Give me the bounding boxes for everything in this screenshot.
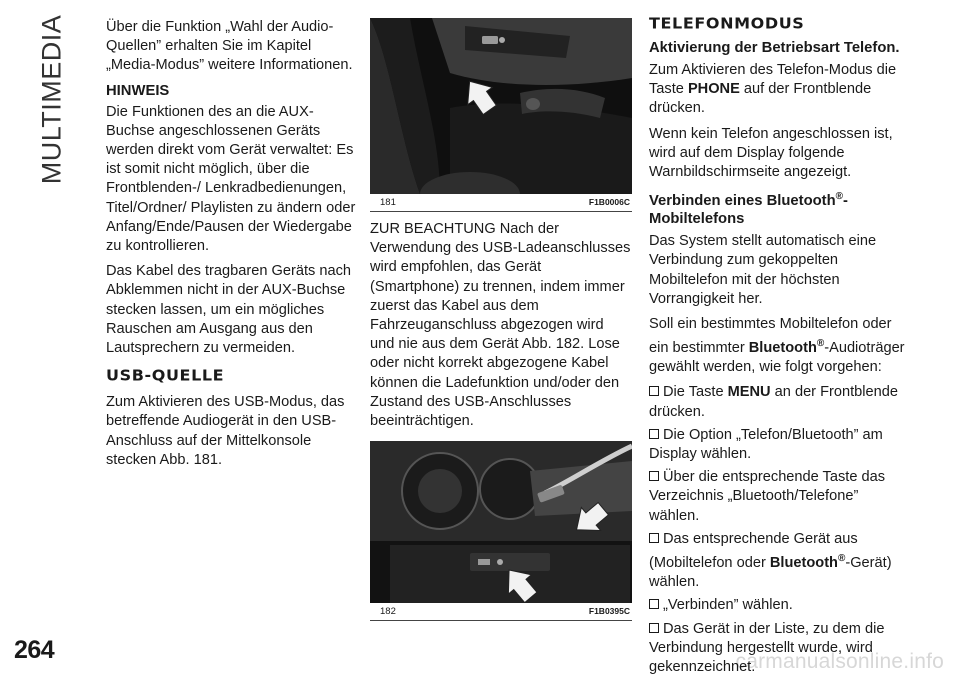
hinweis-heading: HINWEIS <box>106 82 170 99</box>
figure-182-code: F1B0395C <box>588 606 630 617</box>
figure-181-photo <box>370 18 632 194</box>
activation-subheading: Aktivierung der Betriebsart Telefon. <box>649 40 900 56</box>
usb-port-console-illustration <box>370 18 632 194</box>
step-3: Über die entsprechende Taste das Verzeichnis „Bluetooth/Telefone” wählen. <box>649 469 886 524</box>
figure-182-caption <box>370 603 632 620</box>
usb-cable-unplug-illustration <box>370 441 632 603</box>
checkbox-square-icon <box>649 533 659 543</box>
paragraph-select-device: Soll ein bestimmtes Mobiltelefon oder ein bestimmter Bluetooth®-Audioträger gewählt werden, wie folgt vorgehen: <box>649 315 905 376</box>
page-number: 264 <box>14 636 55 664</box>
step-5: „Verbinden” wählen. <box>649 596 911 615</box>
paragraph-cable-note: Das Kabel des tragbaren Geräts nach Abklemmen nicht in der AUX-Buchse stecken lassen, um ein mögliches Rauschen am Ausgang aus den Lautsprechern zu vermeiden. <box>106 263 351 357</box>
checkbox-square-icon <box>649 599 659 609</box>
figure-182-photo <box>370 441 632 603</box>
telefonmodus-heading: TELEFONMODUS <box>649 14 805 33</box>
column-middle <box>370 18 632 629</box>
step-4: Das entsprechende Gerät aus (Mobiltelefon oder Bluetooth®-Gerät) wählen. <box>649 530 892 591</box>
paragraph-usb-mode: Zum Aktivieren des USB-Modus, das betreffende Audiogerät in den USB-Anschluss auf der Mittelkonsole stecken Abb. 181. <box>106 394 345 468</box>
figure-181 <box>370 18 632 212</box>
figure-181-number: 181 <box>380 197 396 208</box>
checkbox-square-icon <box>649 471 659 481</box>
figure-181-caption <box>370 194 632 211</box>
step-6: Das Gerät in der Liste, zu dem die Verbindung hergestellt wurde, wird gekennzeichnet. <box>649 620 885 675</box>
paragraph-usb-warning: ZUR BEACHTUNG Nach der Verwendung des USB-Ladeanschlusses wird empfohlen, das Gerät (Smartphone) zu trennen, indem immer zuerst das Kabel aus dem Fahrzeuganschluss abgezogen wird und nie aus dem Gerät Abb. 182. Lose oder nicht korrekt abgezogene Kabel können die Ladefunktion und/oder den Zustand des USB-Anschlusses beeinträchtigen. <box>370 221 631 430</box>
watermark: carmanualsonline.info <box>735 650 944 673</box>
section-side-label-text: MULTIMEDIA <box>36 14 67 184</box>
step-1: Die Taste MENU an der Frontblende drücken. <box>649 384 898 420</box>
checkbox-square-icon <box>649 623 659 633</box>
section-side-label <box>22 14 82 184</box>
checkbox-square-icon <box>649 429 659 439</box>
paragraph-no-phone: Wenn kein Telefon angeschlossen ist, wird auf dem Display folgende Warnbildschirmseite angezeigt. <box>649 125 893 181</box>
bluetooth-subheading: Verbinden eines Bluetooth®-Mobiltelefons <box>649 191 848 228</box>
checkbox-square-icon <box>649 386 659 396</box>
figure-182 <box>370 441 632 621</box>
step-2: Die Option „Telefon/Bluetooth” am Display wählen. <box>649 426 883 463</box>
figure-182-number: 182 <box>380 606 396 618</box>
column-right <box>649 14 911 678</box>
usb-source-heading: USB-QUELLE <box>106 366 225 385</box>
column-left <box>106 18 356 476</box>
figure-181-code: F1B0006C <box>588 197 630 207</box>
paragraph-aux-functions: Die Funktionen des an die AUX-Buchse angeschlossenen Geräts werden direkt vom Gerät verwaltet: Es ist somit nicht möglich, über die Frontblenden-/ Lenkradbedienungen, Titel/Ordner/ Playlisten zu ändern oder Anfang/Ende/Pausen der Wiedergabe zu kontrollieren. <box>106 103 356 255</box>
paragraph-phone-activation: Zum Aktivieren des Telefon-Modus die Taste PHONE auf der Frontblende drücken. <box>649 62 897 117</box>
paragraph-auto-connect: Das System stellt automatisch eine Verbindung zum gekoppelten Mobiltelefon mit der höchsten Vorrangigkeit her. <box>649 233 877 307</box>
paragraph-audio-sources: Über die Funktion „Wahl der Audio-Quellen” erhalten Sie im Kapitel „Media-Modus” weitere Informationen. <box>106 19 353 74</box>
